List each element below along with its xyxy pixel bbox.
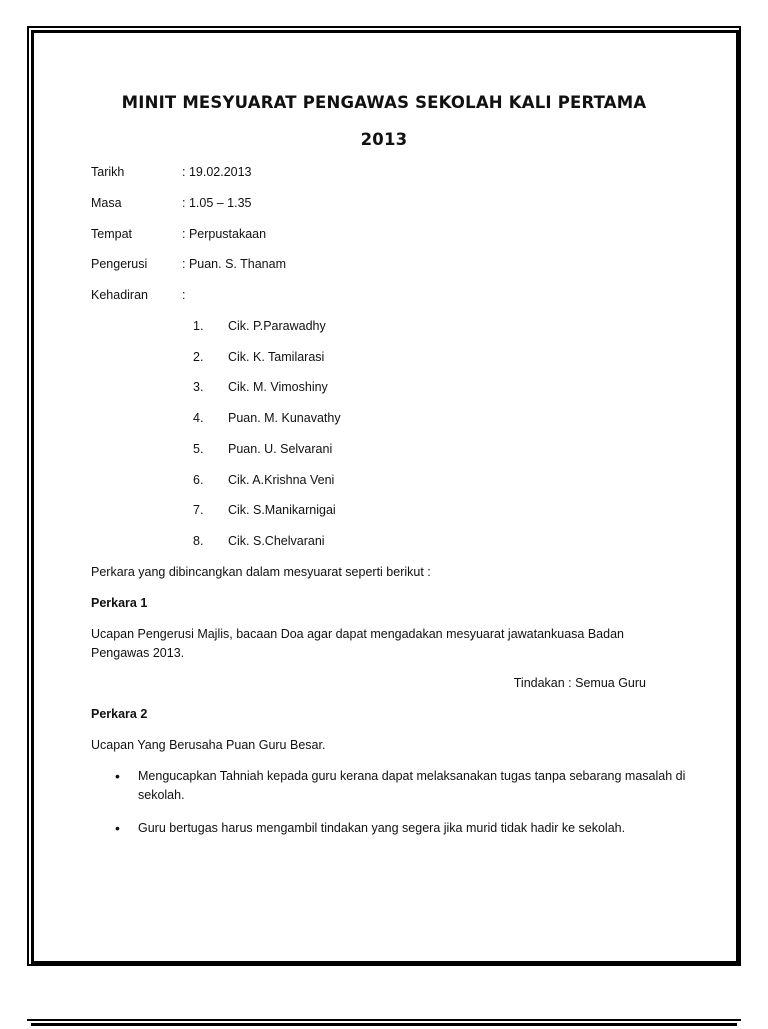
discussion-intro: Perkara yang dibincangkan dalam mesyuarat seperti berikut : [91, 565, 431, 579]
attendee-number: 3. [193, 380, 204, 394]
attendee-name: Puan. M. Kunavathy [228, 411, 341, 425]
meta-value: : 19.02.2013 [182, 165, 252, 179]
document-title-year: 2013 [360, 130, 408, 149]
meta-value: : Puan. S. Thanam [182, 257, 286, 271]
meta-label: Tarikh [91, 165, 125, 179]
attendee-number: 8. [193, 534, 204, 548]
perkara-2-text: Ucapan Yang Berusaha Puan Guru Besar. [91, 738, 326, 752]
meta-label: Pengerusi [91, 257, 148, 271]
bullet-text: Mengucapkan Tahniah kepada guru kerana dapat melaksanakan tugas tanpa sebarang masalah di sekolah. [138, 769, 686, 802]
meta-value: : Perpustakaan [182, 227, 267, 241]
meta-value: : [182, 288, 186, 302]
meta-label: Tempat [91, 227, 132, 241]
attendee-name: Cik. M. Vimoshiny [228, 380, 328, 394]
attendee-name: Cik. K. Tamilarasi [228, 350, 325, 364]
attendee-number: 2. [193, 350, 204, 364]
perkara-2-heading: Perkara 2 [91, 707, 148, 721]
document-title: MINIT MESYUARAT PENGAWAS SEKOLAH KALI PERTAMA [121, 93, 647, 112]
bullet-icon: • [115, 768, 120, 784]
bullet-text: Guru bertugas harus mengambil tindakan yang segera jika murid tidak hadir ke sekolah. [138, 821, 626, 835]
meta-label: Kehadiran [91, 288, 148, 302]
attendee-number: 6. [193, 473, 204, 487]
attendee-number: 5. [193, 442, 204, 456]
attendee-number: 4. [193, 411, 204, 425]
meta-value: : 1.05 – 1.35 [182, 196, 252, 210]
attendee-name: Puan. U. Selvarani [228, 442, 333, 456]
attendee-name: Cik. A.Krishna Veni [228, 473, 335, 487]
attendee-name: Cik. S.Chelvarani [228, 534, 325, 548]
bullet-icon: • [115, 820, 120, 836]
next-page-border [27, 1019, 741, 1029]
meta-label: Masa [91, 196, 122, 210]
perkara-1-action: Tindakan : Semua Guru [513, 676, 646, 690]
attendee-number: 1. [193, 319, 204, 333]
perkara-1-heading: Perkara 1 [91, 596, 148, 610]
perkara-1-text: Ucapan Pengerusi Majlis, bacaan Doa agar dapat mengadakan mesyuarat jawatankuasa Badan Pengawas 2013. [91, 627, 624, 660]
attendee-name: Cik. S.Manikarnigai [228, 503, 336, 517]
attendee-name: Cik. P.Parawadhy [228, 319, 326, 333]
attendee-number: 7. [193, 503, 204, 517]
